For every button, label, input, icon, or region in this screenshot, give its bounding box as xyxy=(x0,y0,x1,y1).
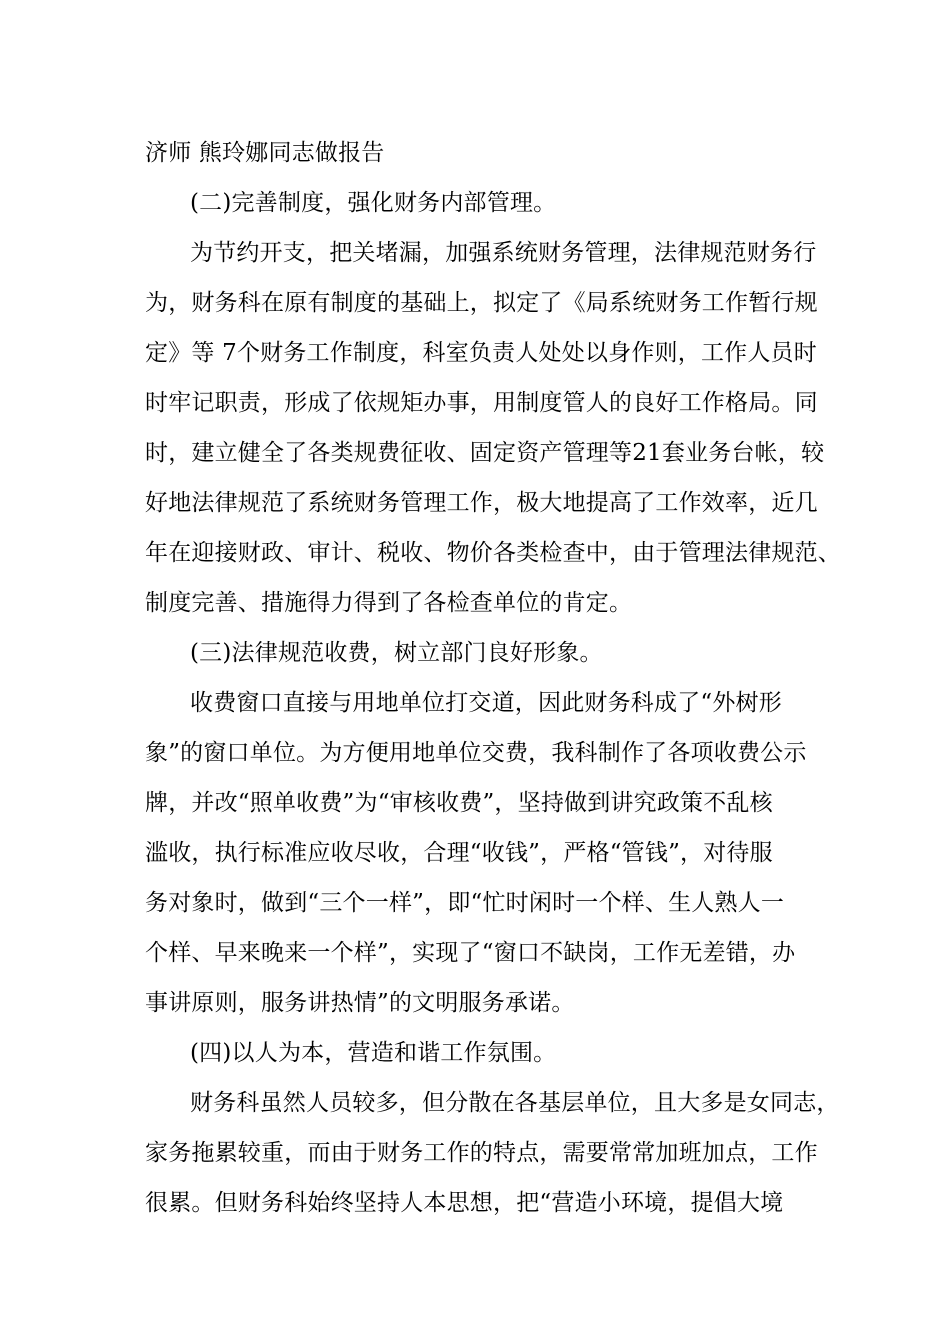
text-line: 好地法律规范了系统财务管理工作，极大地提高了工作效率，近几 xyxy=(145,490,818,516)
text-line: 收费窗口直接与用地单位打交道，因此财务科成了“外树形 xyxy=(190,690,782,716)
text-line: 事讲原则，服务讲热情”的文明服务承诺。 xyxy=(145,990,575,1016)
text-line: 个样、早来晚来一个样”，实现了“窗口不缺岗，工作无差错，办 xyxy=(145,940,796,966)
text-line: 时，建立健全了各类规费征收、固定资产管理等21套业务台帐，较 xyxy=(145,440,825,466)
text-line: 为节约开支，把关堵漏，加强系统财务管理，法律规范财务行 xyxy=(190,240,817,266)
text-line: 务对象时，做到“三个一样”，即“忙时闲时一个样、生人熟人一 xyxy=(145,890,785,916)
text-line: 很累。但财务科始终坚持人本思想，把“营造小环境，提倡大境 xyxy=(145,1190,784,1216)
text-line: 济师 熊玲娜同志做报告 xyxy=(145,140,385,166)
section-heading: (二)完善制度，强化财务内部管理。 xyxy=(190,190,557,216)
text-line: 财务科虽然人员较多，但分散在各基层单位，且大多是女同志， xyxy=(190,1090,840,1116)
text-line: 家务拖累较重，而由于财务工作的特点，需要常常加班加点，工作 xyxy=(145,1140,818,1166)
text-line: 滥收，执行标准应收尽收，合理“收钱”，严格“管钱”，对待服 xyxy=(145,840,773,866)
text-line: 时牢记职责，形成了依规矩办事，用制度管人的良好工作格局。同 xyxy=(145,390,818,416)
section-heading: (四)以人为本，营造和谐工作氛围。 xyxy=(190,1040,557,1066)
text-line: 为，财务科在原有制度的基础上，拟定了《局系统财务工作暂行规 xyxy=(145,290,818,316)
section-heading: (三)法律规范收费，树立部门良好形象。 xyxy=(190,640,603,666)
text-line: 牌，并改“照单收费”为“审核收费”，坚持做到讲究政策不乱核 xyxy=(145,790,773,816)
text-line: 定》等 7个财务工作制度，科室负责人处处以身作则，工作人员时 xyxy=(145,340,817,366)
text-line: 制度完善、措施得力得到了各检查单位的肯定。 xyxy=(145,590,633,616)
text-line: 象”的窗口单位。为方便用地单位交费，我科制作了各项收费公示 xyxy=(145,740,807,766)
text-line: 年在迎接财政、审计、税收、物价各类检查中，由于管理法律规范、 xyxy=(145,540,841,566)
